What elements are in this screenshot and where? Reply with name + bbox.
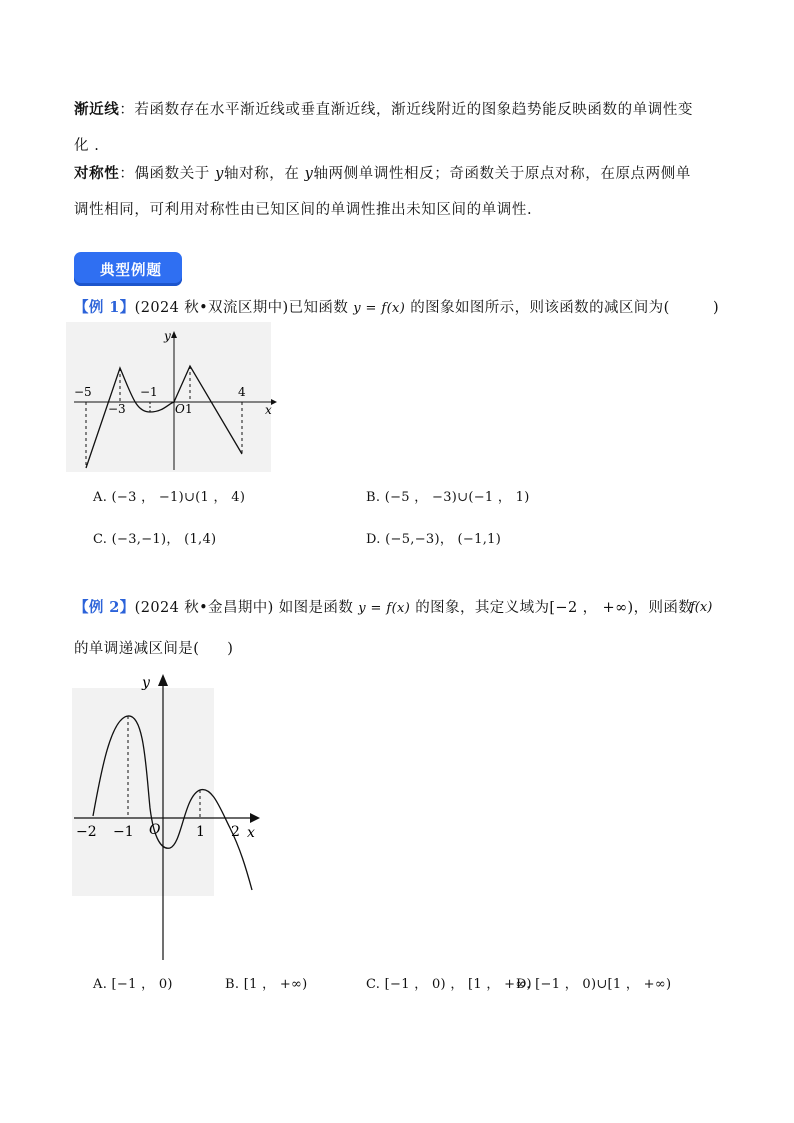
- graph1-label-m1: −1: [140, 385, 158, 399]
- example1-option-c[interactable]: C. (−3,−1)， (1,4): [93, 532, 217, 547]
- symmetry-term: 对称性: [74, 165, 120, 182]
- example2-source: (2024 秋•金昌期中): [134, 600, 274, 616]
- example2-paren-close: ): [227, 641, 234, 657]
- section-badge-label: 典型例题: [100, 262, 162, 279]
- example2-graph: [70, 668, 270, 963]
- example1-stem: [74, 297, 734, 320]
- example2-stem2: 的单调递减区间是(: [74, 641, 200, 657]
- graph2-background: [72, 688, 214, 896]
- asymptote-paragraph: [74, 92, 724, 164]
- example2-function: y = f(x): [358, 601, 411, 616]
- example2-option-b[interactable]: B. [1 ， +∞): [225, 977, 308, 992]
- example1-graph: [66, 322, 286, 474]
- example2-stem-line2: [74, 638, 233, 660]
- graph2-label-2: 2: [231, 824, 240, 840]
- graph1-x-arrow: [271, 399, 277, 405]
- example1-option-b[interactable]: B. (−5 ， −3)∪(−1 ， 1): [366, 490, 530, 505]
- graph1-label-m3: −3: [108, 402, 126, 416]
- graph1-label-x: x: [265, 403, 272, 417]
- example2-stem-a: 如图是函数: [278, 600, 354, 616]
- graph2-y-arrow: [158, 674, 168, 686]
- graph1-label-1: 1: [185, 402, 193, 416]
- symmetry-text-b: 轴对称，在: [223, 166, 300, 182]
- example2-label: 【例 2】: [74, 599, 135, 616]
- symmetry-paragraph: [74, 156, 724, 228]
- section-badge: [74, 252, 182, 286]
- example1-label: 【例 1】: [74, 299, 135, 316]
- example2-option-a[interactable]: A. [−1 ， 0): [93, 977, 173, 992]
- symmetry-text-a: ：偶函数关于: [119, 166, 210, 182]
- example2-stem-b: 的图象，其定义域为[−2 ， +∞)，则函数: [415, 600, 694, 616]
- graph2-label-m1: −1: [113, 824, 134, 840]
- example2-option-c[interactable]: C. [−1 ， 0) ， [1 ， +∞): [366, 977, 532, 992]
- asymptote-text: ：若函数存在水平渐近线或垂直渐近线，渐近线附近的图象趋势能反映函数的单调性变: [119, 102, 694, 118]
- graph2-label-origin: O: [149, 822, 161, 838]
- graph1-label-y: y: [164, 329, 171, 343]
- example1-stem-a: 已知函数: [288, 300, 349, 316]
- symmetry-text-c: 轴两侧单调性相反；奇函数关于原点对称，在原点两侧单: [313, 166, 691, 182]
- graph1-label-m5: −5: [74, 385, 92, 399]
- graph1-label-4: 4: [238, 385, 246, 399]
- graph2-label-y: y: [142, 675, 150, 691]
- example1-stem-b: 的图象如图所示，则该函数的减区间为(: [410, 300, 670, 316]
- example1-source: (2024 秋•双流区期中): [134, 300, 289, 316]
- example2-option-d[interactable]: D. [−1 ， 0)∪[1 ， +∞): [516, 977, 672, 992]
- symmetry-y-var: y: [215, 166, 224, 182]
- graph2-label-1: 1: [196, 824, 205, 840]
- graph1-label-origin: O: [175, 402, 185, 416]
- graph2-x-arrow: [250, 813, 260, 823]
- example2-function-2: f(x): [690, 600, 713, 615]
- example1-function: y = f(x): [353, 301, 406, 316]
- symmetry-y-var-2: y: [304, 166, 314, 182]
- example2-stem: [74, 597, 734, 620]
- symmetry-text-line2: 调性相同，可利用对称性由已知区间的单调性推出未知区间的单调性.: [74, 202, 533, 218]
- example1-paren-close: ): [713, 300, 719, 316]
- example1-option-d[interactable]: D. (−5,−3)， (−1,1): [366, 532, 502, 547]
- asymptote-term: 渐近线: [74, 101, 120, 118]
- graph2-label-x: x: [247, 825, 255, 841]
- graph2-label-m2: −2: [76, 824, 97, 840]
- example1-option-a[interactable]: A. (−3 ， −1)∪(1 ， 4): [93, 490, 246, 505]
- asymptote-text-line2: 化 .: [74, 138, 100, 154]
